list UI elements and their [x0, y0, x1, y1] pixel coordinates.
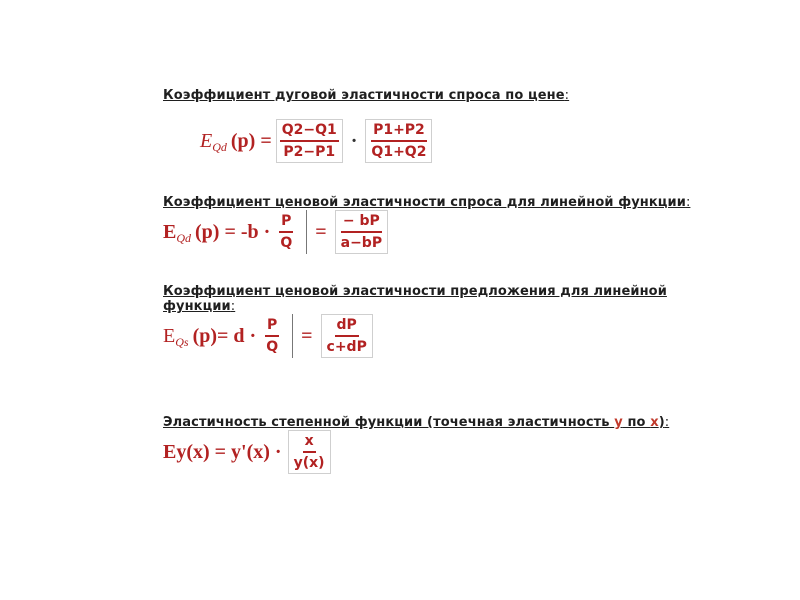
fraction-x-over-y — [288, 430, 331, 474]
lhs-symbol: E — [163, 220, 177, 243]
fraction-numerator: − bP — [341, 213, 382, 233]
lhs-symbol: E — [163, 324, 176, 347]
fraction-numerator: x — [303, 433, 316, 453]
lhs-subscript: Qs — [175, 334, 189, 349]
heading-text-close: ) — [658, 415, 665, 430]
fraction-numerator: dP — [335, 317, 359, 337]
heading-text: Эластичность степенной функции (точечная эластичность — [163, 415, 615, 430]
fraction-denominator: Q1+Q2 — [371, 144, 427, 160]
fraction-price-over-quantity — [274, 210, 298, 254]
fraction-price-sum — [365, 119, 432, 163]
heading-text: Коэффициент дуговой эластичности спроса по цене — [163, 88, 565, 103]
heading-colon: : — [685, 195, 691, 210]
heading-text: Коэффициент ценовой эластичности спроса для линейной функции — [163, 195, 686, 210]
linear-supply-elasticity-heading — [163, 284, 667, 314]
lhs-symbol: E — [200, 129, 213, 152]
lhs-argument: (p)= d · — [192, 324, 257, 347]
lhs-argument: (p) = -b · — [195, 220, 271, 243]
fraction-linear-demand — [335, 210, 388, 254]
heading-text-line2: функции — [163, 299, 231, 314]
lhs-argument: (p) = — [230, 129, 272, 152]
fraction-numerator: P — [279, 213, 293, 233]
fraction-denominator: P2−P1 — [283, 144, 336, 160]
arc-elasticity-heading — [163, 88, 569, 103]
fraction-quantity-change — [276, 119, 343, 163]
power-function-elasticity-formula — [163, 430, 335, 474]
heading-x-variable: x — [650, 415, 659, 430]
heading-text-line1: Коэффициент ценовой эластичности предложения для линейной — [163, 284, 667, 299]
linear-demand-elasticity-heading — [163, 195, 690, 210]
fraction-numerator: Q2−Q1 — [280, 122, 339, 142]
fraction-denominator: Q — [266, 339, 279, 355]
heading-y-variable: y — [614, 415, 623, 430]
lhs-subscript: Qd — [176, 230, 192, 245]
equals-operator: = — [315, 220, 327, 243]
fraction-price-over-quantity — [260, 314, 284, 358]
lhs-expression: Ey(x) = y'(x) · — [163, 440, 282, 463]
evaluation-bar — [306, 210, 307, 254]
fraction-denominator: a−bP — [340, 235, 383, 251]
fraction-denominator: Q — [280, 235, 293, 251]
arc-elasticity-formula — [200, 119, 436, 163]
linear-supply-elasticity-formula — [163, 314, 377, 358]
power-function-elasticity-heading — [163, 415, 669, 430]
fraction-linear-supply — [321, 314, 373, 358]
heading-colon: : — [664, 415, 670, 430]
fraction-numerator: P1+P2 — [371, 122, 427, 142]
multiply-operator: · — [350, 129, 358, 152]
evaluation-bar — [292, 314, 293, 358]
fraction-numerator: P — [265, 317, 279, 337]
fraction-denominator: y(x) — [293, 455, 325, 471]
equals-operator: = — [301, 324, 313, 347]
heading-colon: : — [230, 299, 236, 314]
lhs-subscript: Qd — [212, 139, 227, 154]
heading-text-mid: по — [622, 415, 651, 430]
linear-demand-elasticity-formula — [163, 210, 392, 254]
heading-colon: : — [564, 88, 570, 103]
fraction-denominator: c+dP — [326, 339, 367, 355]
